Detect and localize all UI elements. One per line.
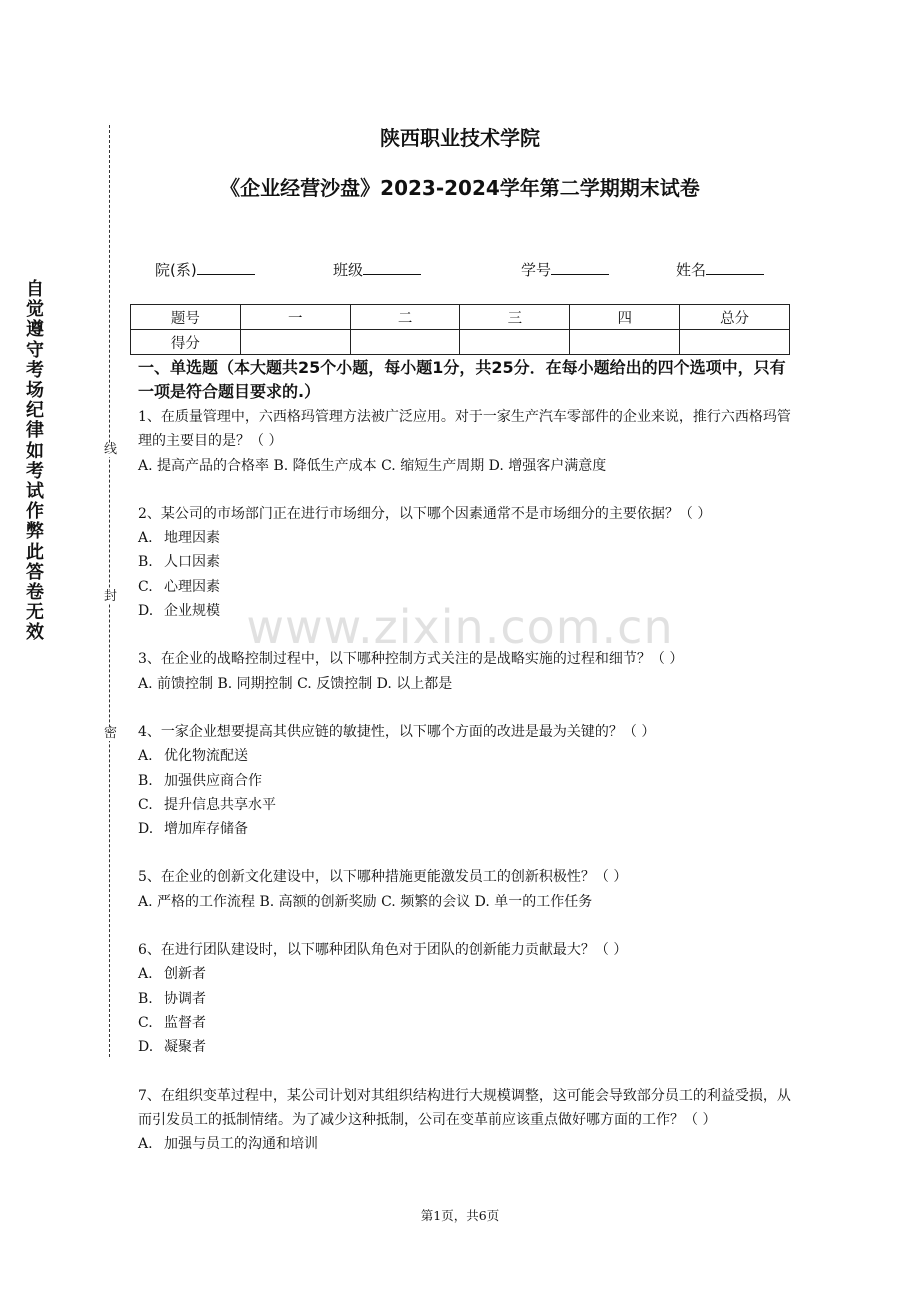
page-footer: 第1页，共6页 [420, 1208, 500, 1223]
option-key: D. [138, 603, 154, 620]
score-cell[interactable] [570, 330, 680, 355]
option-key: B. [138, 772, 153, 789]
exam-content [138, 356, 796, 1180]
option-key: A. [138, 1136, 153, 1153]
option-key: C. [138, 796, 153, 813]
option-text: 协调者 [164, 990, 206, 1007]
department-label: 院(系) [155, 261, 197, 279]
option-text: 提升信息共享水平 [164, 796, 276, 813]
score-header-cell: 三 [460, 305, 570, 330]
score-cell[interactable] [460, 330, 570, 355]
option-key: C. [138, 1014, 153, 1031]
question-stem: 2、某公司的市场部门正在进行市场细分，以下哪个因素通常不是市场细分的主要依据？（ ） [138, 505, 712, 522]
option-text: 企业规模 [164, 603, 220, 620]
question-option [138, 817, 796, 841]
class-field [333, 258, 421, 280]
option-key: A. [138, 530, 153, 547]
option-text: 创新者 [164, 966, 206, 983]
name-field [676, 258, 764, 280]
option-key: D. [138, 1039, 154, 1056]
score-cell[interactable] [680, 330, 790, 355]
option-key: B. [138, 990, 153, 1007]
score-cell[interactable] [350, 330, 460, 355]
option-key: D. [138, 821, 154, 838]
score-header-cell: 总分 [680, 305, 790, 330]
question [138, 865, 796, 914]
option-text: 增加库存储备 [164, 821, 248, 838]
question-stem: 5、在企业的创新文化建设中，以下哪种措施更能激发员工的创新积极性？（ ） [138, 869, 628, 886]
question-stem: 6、在进行团队建设时，以下哪种团队角色对于团队的创新能力贡献最大？（ ） [138, 942, 628, 959]
option-text: 优化物流配送 [164, 748, 248, 765]
question [138, 405, 796, 478]
binding-char-secret: 密 [104, 726, 118, 741]
question-stem: 1、在质量管理中，六西格玛管理方法被广泛应用。对于一家生产汽车零部件的企业来说，推行六西格玛管理的主要目的是？（ ） [138, 409, 791, 450]
student-info-row [155, 258, 795, 282]
option-text: 凝聚者 [164, 1039, 206, 1056]
department-blank[interactable] [197, 258, 255, 275]
section-heading: 一、单选题（本大题共25个小题，每小题1分，共25分．在每小题给出的四个选项中，只有一项是符合题目要求的.） [138, 358, 786, 401]
student-id-blank[interactable] [551, 258, 609, 275]
question-option [138, 526, 796, 550]
question-option [138, 744, 796, 768]
question-option [138, 1035, 796, 1059]
binding-char-seal: 封 [104, 589, 118, 604]
score-row-label: 得分 [131, 330, 241, 355]
option-text: 监督者 [164, 1014, 206, 1031]
class-blank[interactable] [363, 258, 421, 275]
name-blank[interactable] [706, 258, 764, 275]
question-stem: 4、一家企业想要提高其供应链的敏捷性，以下哪个方面的改进是最为关键的？（ ） [138, 723, 656, 740]
question [138, 720, 796, 841]
option-key: A. [138, 966, 153, 983]
question-options-inline: A. 前馈控制 B. 同期控制 C. 反馈控制 D. 以上都是 [138, 675, 453, 692]
question-option [138, 1132, 796, 1156]
option-text: 加强供应商合作 [164, 772, 262, 789]
question [138, 1084, 796, 1157]
question-option [138, 793, 796, 817]
option-key: C. [138, 578, 153, 595]
score-header-cell: 一 [240, 305, 350, 330]
question-stem: 3、在企业的战略控制过程中，以下哪种控制方式关注的是战略实施的过程和细节？（ ） [138, 651, 684, 668]
question [138, 502, 796, 623]
question-option [138, 575, 796, 599]
school-name: 陕西职业技术学院 [380, 126, 540, 150]
score-table [130, 304, 790, 355]
question-option [138, 550, 796, 574]
option-text: 心理因素 [164, 578, 220, 595]
score-cell[interactable] [240, 330, 350, 355]
score-header-cell: 题号 [131, 305, 241, 330]
option-text: 加强与员工的沟通和培训 [164, 1136, 318, 1153]
score-table-header-row [131, 305, 790, 330]
option-text: 地理因素 [164, 530, 220, 547]
option-text: 人口因素 [164, 554, 220, 571]
watermark: www.zixin.com.cn [246, 600, 674, 654]
question-option [138, 769, 796, 793]
question-option [138, 962, 796, 986]
question-options-inline: A. 严格的工作流程 B. 高额的创新奖励 C. 频繁的会议 D. 单一的工作任务 [138, 893, 593, 910]
question-option [138, 1011, 796, 1035]
name-label: 姓名 [676, 261, 707, 279]
class-label: 班级 [333, 261, 364, 279]
exam-discipline-notice: 自觉遵守考场纪律如考试作弊此答卷无效 [26, 279, 44, 644]
department-field [155, 258, 255, 280]
score-header-cell: 二 [350, 305, 460, 330]
question-options-inline: A. 提高产品的合格率 B. 降低生产成本 C. 缩短生产周期 D. 增强客户满意度 [138, 457, 607, 474]
question [138, 647, 796, 696]
exam-title: 《企业经营沙盘》2023-2024学年第二学期期末试卷 [220, 176, 700, 200]
binding-char-line: 线 [104, 442, 118, 457]
score-header-cell: 四 [570, 305, 680, 330]
question-option [138, 599, 796, 623]
option-key: A. [138, 748, 153, 765]
student-id-field [521, 258, 609, 280]
question-stem: 7、在组织变革过程中，某公司计划对其组织结构进行大规模调整，这可能会导致部分员工的利益受损，从而引发员工的抵制情绪。为了减少这种抵制，公司在变革前应该重点做好哪方面的工作？（ ） [138, 1087, 791, 1128]
question-option [138, 987, 796, 1011]
score-table-score-row [131, 330, 790, 355]
student-id-label: 学号 [521, 261, 552, 279]
question [138, 938, 796, 1059]
option-key: B. [138, 554, 153, 571]
